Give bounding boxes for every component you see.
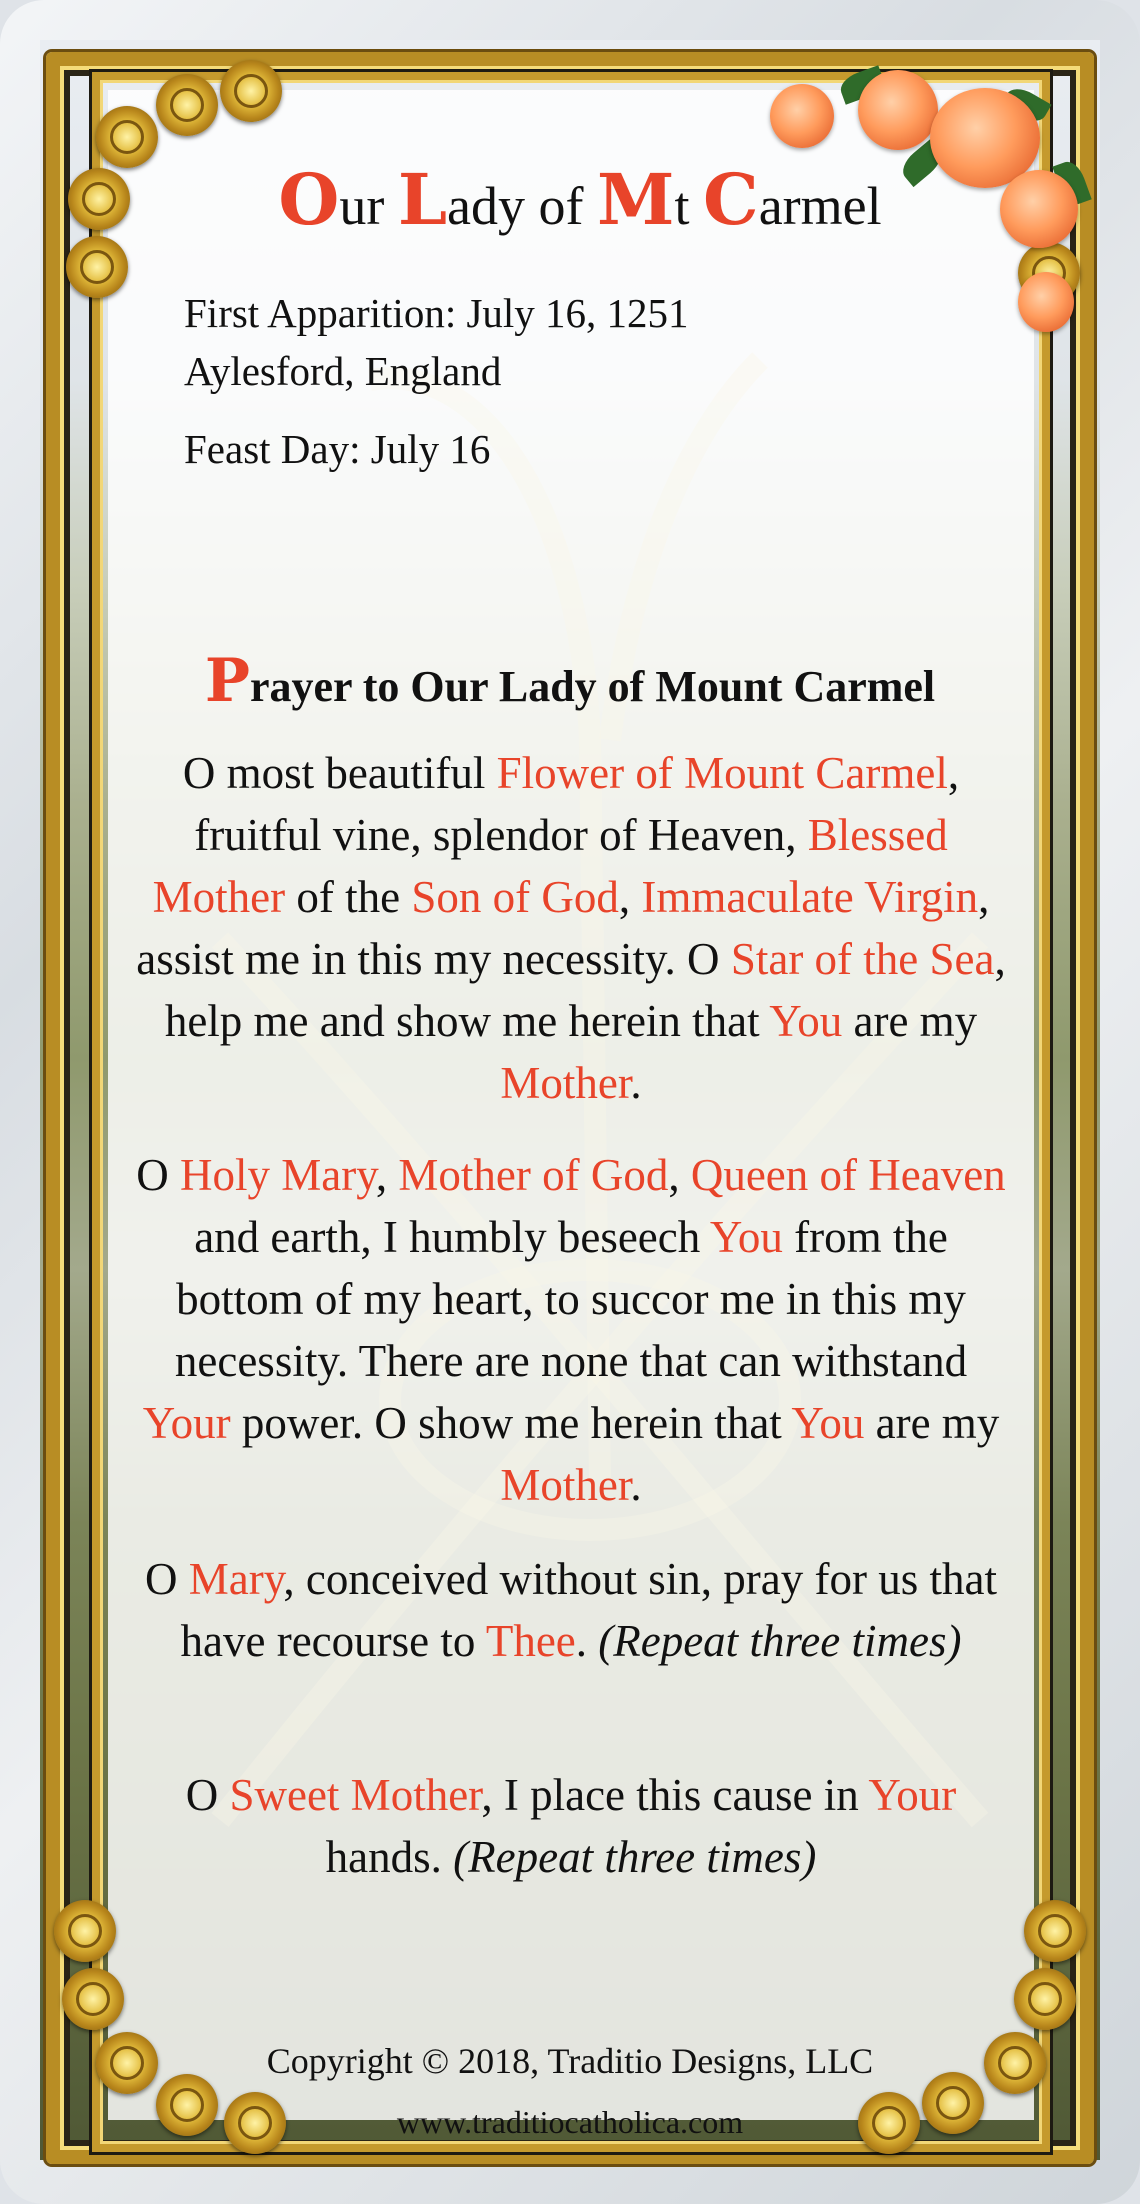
highlighted-phrase: Son of God	[411, 872, 619, 922]
orange-rose	[858, 70, 938, 150]
highlighted-phrase: You	[709, 1212, 783, 1262]
prayer-text: and earth, I humbly beseech	[194, 1212, 710, 1262]
feast-day: Feast Day: July 16	[184, 426, 491, 472]
copyright-notice: Copyright © 2018, Traditio Designs, LLC	[266, 2041, 874, 2081]
highlighted-phrase: Flower of Mount Carmel	[496, 748, 948, 798]
highlighted-phrase: Holy Mary	[180, 1150, 376, 1200]
orange-rose	[1018, 272, 1074, 332]
prayer-text: , I place this cause in	[481, 1770, 869, 1820]
highlighted-phrase: Mary	[188, 1554, 284, 1604]
gold-rose-ornament	[1024, 1900, 1086, 1962]
prayer-text: .	[630, 1058, 642, 1108]
gold-rose-ornament	[66, 236, 128, 298]
prayer-text: are my	[864, 1398, 1000, 1448]
highlighted-phrase: Queen of Heaven	[690, 1150, 1006, 1200]
highlighted-phrase: Blessed Mother	[152, 810, 948, 922]
gold-rose-ornament	[54, 1900, 116, 1962]
highlighted-phrase: Your	[868, 1770, 957, 1820]
highlighted-phrase: Mother	[500, 1460, 631, 1510]
highlighted-phrase: Immaculate Virgin	[641, 872, 979, 922]
title-word: Mt	[596, 158, 690, 241]
gold-rose-ornament	[220, 60, 282, 122]
repeat-instruction: (Repeat three times)	[453, 1832, 817, 1882]
prayer-text: .	[575, 1616, 599, 1666]
prayer-text: hands.	[325, 1832, 454, 1882]
website-url: www.traditiocatholica.com	[396, 2104, 744, 2140]
title-word: Our	[278, 158, 385, 241]
title-word: Carmel	[703, 158, 882, 241]
highlighted-phrase: Thee	[485, 1616, 576, 1666]
prayer-paragraph-3	[132, 1548, 1010, 1672]
prayer-text: , assist me in this my necessity. O	[136, 872, 990, 984]
gold-rose-ornament	[1014, 1968, 1076, 2030]
repeat-instruction: (Repeat three times)	[598, 1616, 962, 1666]
prayer-text: , help me and show me herein that	[164, 934, 1006, 1046]
prayer-text: , conceived without sin, pray for us that have recourse to	[180, 1554, 997, 1666]
prayer-text: from the bottom of my heart, to succor me in this my necessity. There are none that can withstand	[174, 1212, 968, 1386]
prayer-paragraph-4	[132, 1764, 1010, 1888]
gold-rose-ornament	[68, 168, 130, 230]
prayer-text: O most beautiful	[182, 748, 497, 798]
highlighted-phrase: Sweet Mother	[229, 1770, 482, 1820]
prayer-paragraph-2	[132, 1144, 1010, 1516]
orange-rose	[770, 84, 834, 148]
prayer-text: , fruitful vine, splendor of Heaven,	[194, 748, 960, 860]
card-title	[140, 158, 1020, 241]
first-apparition: First Apparition: July 16, 1251	[184, 290, 689, 336]
prayer-text: .	[630, 1460, 642, 1510]
prayer-text: O	[145, 1554, 189, 1604]
prayer-text: ,	[375, 1150, 399, 1200]
highlighted-phrase: Mother	[500, 1058, 631, 1108]
title-word: of	[538, 176, 584, 236]
prayer-text: ,	[668, 1150, 691, 1200]
highlighted-phrase: Star of the Sea	[730, 934, 995, 984]
highlighted-phrase: Your	[142, 1398, 231, 1448]
prayer-text: O	[136, 1150, 181, 1200]
prayer-text: O	[185, 1770, 230, 1820]
prayer-paragraph-1	[132, 742, 1010, 1114]
prayer-title: Prayer to Our Lady of Mount Carmel	[204, 646, 936, 716]
gold-rose-ornament	[62, 1968, 124, 2030]
prayer-text: are my	[842, 996, 978, 1046]
prayer-text: ,	[618, 872, 642, 922]
prayer-text: power. O show me herein that	[230, 1398, 792, 1448]
highlighted-phrase: You	[769, 996, 843, 1046]
gold-rose-ornament	[156, 74, 218, 136]
title-word: Lady	[397, 158, 525, 241]
highlighted-phrase: Mother of God	[398, 1150, 669, 1200]
prayer-text: of the	[285, 872, 412, 922]
apparition-location: Aylesford, England	[184, 348, 502, 394]
highlighted-phrase: You	[791, 1398, 865, 1448]
